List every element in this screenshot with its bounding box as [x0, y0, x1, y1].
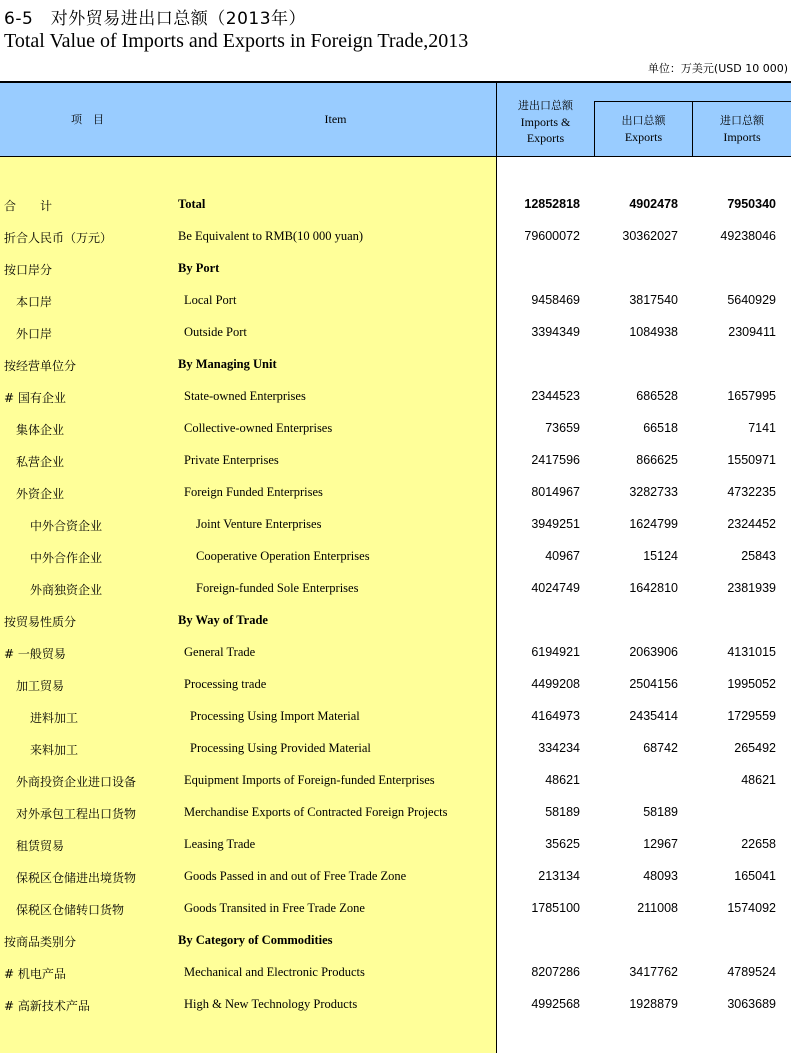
cell-imports: 1574092	[727, 901, 776, 915]
table-row	[0, 765, 791, 797]
row-label-en: Equipment Imports of Foreign-funded Enterprises	[184, 773, 435, 787]
cell-exports: 4902478	[629, 197, 678, 211]
table-row	[0, 349, 791, 381]
header-item-cn: 项 目	[71, 113, 104, 126]
subheader-rule	[594, 101, 791, 102]
table-row	[0, 253, 791, 285]
cell-imports: 1995052	[727, 677, 776, 691]
cell-imports: 3063689	[727, 997, 776, 1011]
row-label-cn: 中外合作企业	[30, 551, 103, 565]
page-title-cn: 6-5 对外贸易进出口总额（2013年）	[4, 9, 307, 29]
row-label-en: Local Port	[184, 293, 237, 307]
cell-exports: 3417762	[629, 965, 678, 979]
table-row	[0, 829, 791, 861]
row-label-en: Leasing Trade	[184, 837, 256, 851]
row-label-cn: 保税区仓储转口货物	[16, 903, 125, 917]
row-label-en: State-owned Enterprises	[184, 389, 306, 403]
row-label-en: By Port	[178, 261, 220, 275]
cell-exports: 2063906	[629, 645, 678, 659]
row-label-en: Processing Using Import Material	[190, 709, 360, 723]
cell-imports: 4789524	[727, 965, 776, 979]
cell-total: 1785100	[531, 901, 580, 915]
cell-exports: 1624799	[629, 517, 678, 531]
cell-total: 4164973	[531, 709, 580, 723]
row-label-cn: 中外合资企业	[30, 519, 103, 533]
cell-imports: 25843	[741, 549, 776, 563]
row-label-cn: 进料加工	[30, 711, 79, 725]
cell-total: 35625	[545, 837, 580, 851]
row-label-cn: 外资企业	[16, 487, 65, 501]
table-row	[0, 477, 791, 509]
row-label-cn: # 国有企业	[4, 391, 66, 405]
row-label-cn: 按贸易性质分	[4, 615, 77, 629]
cell-exports: 48093	[643, 869, 678, 883]
row-label-cn: 租赁贸易	[16, 839, 65, 853]
cell-exports: 1084938	[629, 325, 678, 339]
table-row	[0, 541, 791, 573]
header-imports-en: Imports	[723, 130, 761, 144]
cell-total: 12852818	[524, 197, 580, 211]
cell-exports: 12967	[643, 837, 678, 851]
cell-imports: 4131015	[727, 645, 776, 659]
row-label-en: Private Enterprises	[184, 453, 279, 467]
table-row	[0, 413, 791, 445]
cell-total: 48621	[545, 773, 580, 787]
header-total-en: Imports & Exports	[520, 114, 571, 145]
table-row	[0, 893, 791, 925]
table-row	[0, 733, 791, 765]
cell-exports: 1928879	[629, 997, 678, 1011]
cell-total: 9458469	[531, 293, 580, 307]
header-total-cn: 进出口总额	[518, 98, 573, 112]
table-row	[0, 637, 791, 669]
table-row	[0, 509, 791, 541]
row-label-cn: 外商独资企业	[30, 583, 103, 597]
cell-exports: 211008	[637, 901, 678, 915]
cell-exports: 686528	[636, 389, 678, 403]
row-label-cn: 对外承包工程出口货物	[16, 807, 137, 821]
header-exports-cn: 出口总额	[621, 114, 666, 127]
table-row	[0, 669, 791, 701]
table-row	[0, 957, 791, 989]
row-label-en: By Category of Commodities	[178, 933, 333, 947]
cell-imports: 49238046	[720, 229, 776, 243]
row-label-en: Cooperative Operation Enterprises	[196, 549, 370, 563]
row-label-en: Processing trade	[184, 677, 267, 691]
row-label-en: Mechanical and Electronic Products	[184, 965, 365, 979]
cell-total: 334234	[538, 741, 580, 755]
cell-imports: 7141	[748, 421, 776, 435]
header-total	[497, 91, 594, 151]
cell-imports: 265492	[734, 741, 776, 755]
table-row	[0, 285, 791, 317]
row-label-cn: # 一般贸易	[4, 647, 66, 661]
table-row	[0, 701, 791, 733]
cell-imports: 22658	[741, 837, 776, 851]
cell-exports: 66518	[643, 421, 678, 435]
cell-imports: 7950340	[727, 197, 776, 211]
row-label-en: Merchandise Exports of Contracted Foreign Projects	[184, 805, 448, 819]
row-label-cn: 私营企业	[16, 455, 65, 469]
cell-exports: 58189	[643, 805, 678, 819]
cell-imports: 1729559	[727, 709, 776, 723]
row-label-cn: 集体企业	[16, 423, 65, 437]
table-row	[0, 605, 791, 637]
table-row	[0, 445, 791, 477]
row-label-en: Foreign Funded Enterprises	[184, 485, 323, 499]
cell-total: 2344523	[531, 389, 580, 403]
cell-exports: 1642810	[629, 581, 678, 595]
header-imports-cn: 进口总额	[720, 114, 764, 127]
row-label-en: By Way of Trade	[178, 613, 268, 627]
cell-exports: 68742	[643, 741, 678, 755]
row-label-cn: 本口岸	[16, 295, 53, 309]
cell-exports: 30362027	[622, 229, 678, 243]
header-imports	[693, 107, 791, 151]
row-label-en: Goods Transited in Free Trade Zone	[184, 901, 365, 915]
row-label-en: Goods Passed in and out of Free Trade Zone	[184, 869, 407, 883]
cell-imports: 2381939	[727, 581, 776, 595]
cell-exports: 15124	[643, 549, 678, 563]
table-row	[0, 189, 791, 221]
row-label-en: Joint Venture Enterprises	[196, 517, 322, 531]
row-label-en: Total	[178, 197, 206, 211]
table-row	[0, 989, 791, 1021]
cell-imports: 5640929	[727, 293, 776, 307]
cell-total: 8014967	[531, 485, 580, 499]
unit-label: 单位：万美元(USD 10 000)	[647, 62, 788, 75]
row-label-en: Foreign-funded Sole Enterprises	[196, 581, 359, 595]
cell-total: 40967	[545, 549, 580, 563]
row-label-cn: # 机电产品	[4, 967, 66, 981]
table-row	[0, 317, 791, 349]
header-item-en: Item	[324, 112, 347, 126]
table-row	[0, 797, 791, 829]
row-label-cn: 折合人民币（万元）	[4, 231, 113, 245]
row-label-cn: 加工贸易	[16, 679, 65, 693]
cell-total: 4024749	[531, 581, 580, 595]
row-label-cn: 保税区仓储进出境货物	[16, 871, 137, 885]
cell-total: 8207286	[531, 965, 580, 979]
cell-exports: 866625	[636, 453, 678, 467]
cell-imports: 1657995	[727, 389, 776, 403]
cell-total: 2417596	[531, 453, 580, 467]
row-label-en: By Managing Unit	[178, 357, 277, 371]
cell-total: 58189	[545, 805, 580, 819]
cell-exports: 2504156	[629, 677, 678, 691]
cell-total: 4499208	[531, 677, 580, 691]
table-row	[0, 573, 791, 605]
cell-imports: 2324452	[727, 517, 776, 531]
cell-total: 4992568	[531, 997, 580, 1011]
row-label-cn: # 高新技术产品	[4, 999, 90, 1013]
cell-imports: 2309411	[728, 325, 776, 339]
row-label-cn: 按口岸分	[4, 263, 53, 277]
row-label-cn: 外商投资企业进口设备	[16, 775, 137, 789]
header-exports	[595, 107, 692, 151]
cell-total: 213134	[538, 869, 580, 883]
row-label-en: General Trade	[184, 645, 256, 659]
cell-exports: 3282733	[629, 485, 678, 499]
row-label-en: Be Equivalent to RMB(10 000 yuan)	[178, 229, 364, 243]
table-row	[0, 925, 791, 957]
cell-total: 6194921	[531, 645, 580, 659]
trade-table	[0, 81, 791, 1053]
header-exports-en: Exports	[624, 130, 663, 144]
row-label-cn: 按经营单位分	[4, 359, 77, 373]
page-title-en: Total Value of Imports and Exports in Foreign Trade,2013	[4, 30, 469, 52]
row-label-cn: 按商品类别分	[4, 935, 77, 949]
row-label-en: High & New Technology Products	[184, 997, 358, 1011]
row-label-en: Processing Using Provided Material	[190, 741, 371, 755]
row-label-cn: 来料加工	[30, 743, 79, 757]
table-row	[0, 221, 791, 253]
cell-exports: 2435414	[629, 709, 678, 723]
cell-imports: 48621	[741, 773, 776, 787]
cell-imports: 1550971	[727, 453, 776, 467]
cell-exports: 3817540	[629, 293, 678, 307]
table-row	[0, 381, 791, 413]
row-label-cn: 外口岸	[16, 327, 53, 341]
cell-total: 3394349	[531, 325, 580, 339]
row-label-en: Outside Port	[184, 325, 247, 339]
row-label-cn: 合 计	[4, 199, 53, 213]
cell-total: 3949251	[531, 517, 580, 531]
cell-imports: 4732235	[727, 485, 776, 499]
cell-total: 79600072	[524, 229, 580, 243]
row-label-en: Collective-owned Enterprises	[184, 421, 333, 435]
cell-imports: 165041	[734, 869, 776, 883]
table-row	[0, 861, 791, 893]
cell-total: 73659	[545, 421, 580, 435]
